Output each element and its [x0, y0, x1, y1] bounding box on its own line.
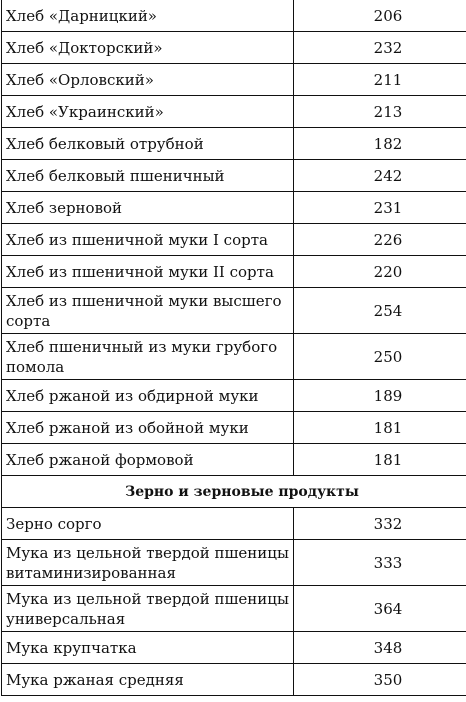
- product-value: 213: [294, 96, 466, 128]
- table-row: [2, 632, 466, 664]
- table-row: [2, 540, 466, 586]
- calorie-table: [1, 0, 466, 696]
- product-name: Хлеб «Орловский»: [2, 64, 294, 96]
- product-name: Мука из цельной твердой пшеницы витаминизированная: [2, 540, 294, 586]
- product-value: 254: [294, 288, 466, 334]
- table-row: [2, 412, 466, 444]
- product-value: 232: [294, 32, 466, 64]
- section-title: Зерно и зерновые продукты: [2, 476, 466, 508]
- product-value: 250: [294, 334, 466, 380]
- product-value: 189: [294, 380, 466, 412]
- product-value: 206: [294, 0, 466, 32]
- table-row: [2, 508, 466, 540]
- product-value: 348: [294, 632, 466, 664]
- table-row: [2, 380, 466, 412]
- table-row: [2, 160, 466, 192]
- product-value: 242: [294, 160, 466, 192]
- product-name: Хлеб «Дарницкий»: [2, 0, 294, 32]
- product-value: 332: [294, 508, 466, 540]
- product-value: 231: [294, 192, 466, 224]
- product-name: Хлеб из пшеничной муки высшего сорта: [2, 288, 294, 334]
- table-row: [2, 0, 466, 32]
- product-name: Хлеб пшеничный из муки грубого помола: [2, 334, 294, 380]
- product-name: Хлеб «Украинский»: [2, 96, 294, 128]
- product-value: 364: [294, 586, 466, 632]
- table-row: [2, 586, 466, 632]
- product-name: Мука ржаная средняя: [2, 664, 294, 696]
- product-name: Хлеб зерновой: [2, 192, 294, 224]
- table-row: [2, 32, 466, 64]
- table-row: [2, 64, 466, 96]
- table-row: [2, 444, 466, 476]
- table-row: [2, 192, 466, 224]
- table-row: [2, 128, 466, 160]
- product-value: 226: [294, 224, 466, 256]
- product-value: 350: [294, 664, 466, 696]
- product-name: Хлеб ржаной формовой: [2, 444, 294, 476]
- product-name: Хлеб ржаной из обойной муки: [2, 412, 294, 444]
- calorie-table-page: [1, 0, 464, 696]
- product-value: 220: [294, 256, 466, 288]
- product-name: Хлеб ржаной из обдирной муки: [2, 380, 294, 412]
- product-value: 182: [294, 128, 466, 160]
- table-row: [2, 224, 466, 256]
- product-name: Зерно сорго: [2, 508, 294, 540]
- product-value: 333: [294, 540, 466, 586]
- product-value: 181: [294, 444, 466, 476]
- table-row: [2, 256, 466, 288]
- table-row: [2, 288, 466, 334]
- product-value: 211: [294, 64, 466, 96]
- product-name: Хлеб белковый отрубной: [2, 128, 294, 160]
- product-name: Хлеб из пшеничной муки II сорта: [2, 256, 294, 288]
- product-name: Хлеб «Докторский»: [2, 32, 294, 64]
- product-name: Мука крупчатка: [2, 632, 294, 664]
- product-name: Хлеб белковый пшеничный: [2, 160, 294, 192]
- product-name: Мука из цельной твердой пшеницы универсальная: [2, 586, 294, 632]
- table-row: [2, 334, 466, 380]
- table-row: [2, 664, 466, 696]
- table-row: [2, 96, 466, 128]
- product-name: Хлеб из пшеничной муки I сорта: [2, 224, 294, 256]
- product-value: 181: [294, 412, 466, 444]
- section-row: [2, 476, 466, 508]
